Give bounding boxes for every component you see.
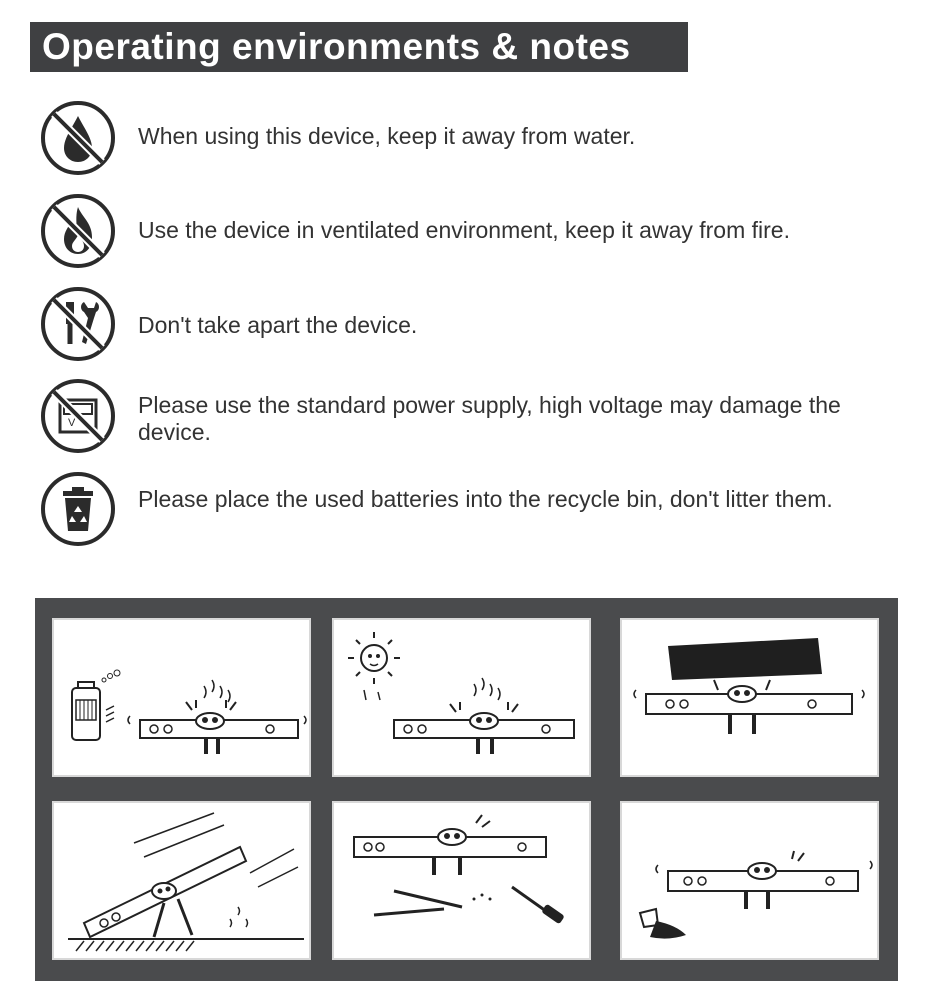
no-fire-icon [38, 191, 118, 271]
note-text: Use the device in ventilated environment, keep it away from fire. [138, 217, 790, 243]
note-text: Please place the used batteries into the recycle bin, don't litter them. [138, 486, 833, 512]
no-heater-illustration [52, 618, 311, 777]
illustration-panel [35, 598, 898, 981]
note-text: When using this device, keep it away from water. [138, 123, 636, 149]
section-title: Operating environments & notes [42, 26, 631, 67]
note-water [38, 98, 918, 178]
recycle-bin-icon [38, 469, 118, 549]
note-power-supply [38, 376, 918, 456]
no-disassemble-icon [38, 284, 118, 364]
svg-text:V: V [68, 417, 76, 429]
note-text: Please use the standard power supply, high voltage may damage the device. [138, 392, 841, 445]
no-heavy-object-illustration [620, 618, 879, 777]
no-sun-illustration [332, 618, 591, 777]
no-drop-illustration [52, 801, 311, 960]
no-disassemble-illustration [332, 801, 591, 960]
note-disassemble [38, 284, 918, 364]
note-fire [38, 191, 918, 271]
no-water-icon [38, 98, 118, 178]
note-recycle [38, 469, 918, 549]
section-title-bar [30, 22, 688, 72]
no-high-voltage-icon [38, 376, 118, 456]
no-liquid-illustration [620, 801, 879, 960]
note-text: Don't take apart the device. [138, 312, 418, 338]
